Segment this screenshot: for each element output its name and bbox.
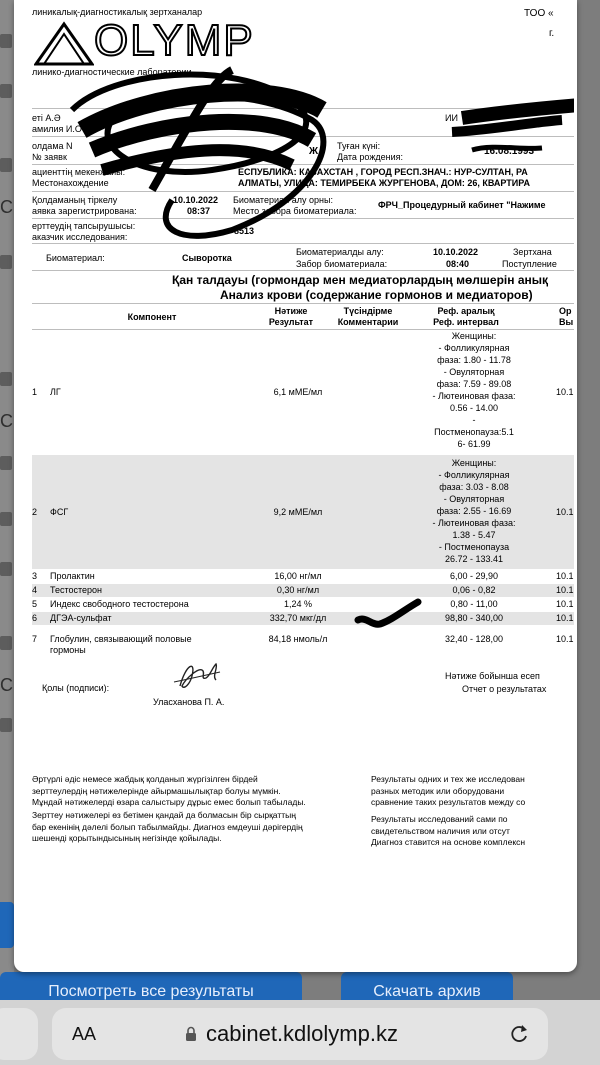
address-line-1: ЕСПУБЛИКА: КАЗАХСТАН , ГОРОД РЕСП.ЗНАЧ.: НУР-СУЛТАН, РА — [238, 167, 528, 177]
row-component: ДГЭА-сульфат — [50, 613, 112, 623]
order-number-label-kz: олдама N — [32, 141, 73, 151]
birth-date-label-ru: Дата рождения: — [337, 152, 403, 162]
section-title-ru: Анализ крови (содержание гормонов и медиаторов) — [220, 288, 533, 302]
col-header-comment-kz: Түсіндірме — [343, 306, 393, 316]
checkmark-scribble — [352, 596, 432, 636]
row-result: 6,1 мМЕ/мл — [273, 387, 323, 397]
col-header-ref-ru: Реф. интервал — [433, 317, 499, 327]
row-result: 0,30 нг/мл — [276, 585, 320, 595]
row-component: Тестостерон — [50, 585, 103, 595]
row-date: 10.1 — [556, 387, 574, 397]
print-icon — [0, 562, 12, 576]
col-header-result-ru: Результат — [268, 317, 314, 327]
row-number: 7 — [32, 634, 38, 644]
row-date: 10.1 — [556, 507, 574, 517]
registration-date: 10.10.2022 — [173, 195, 219, 205]
row-reference-range: 98,80 - 340,00 — [444, 613, 504, 623]
view-all-results-button[interactable]: Посмотреть все результаты — [0, 972, 302, 1006]
address-label-kz: ациенттің мекенжайы: — [32, 167, 126, 177]
row-component-line-2: гормоны — [50, 645, 86, 655]
lab-result-document — [32, 0, 574, 955]
row-number: 6 — [32, 613, 38, 623]
biomaterial-label: Биоматериал: — [46, 253, 105, 263]
address-line-2: АЛМАТЫ, УЛИЦА: ТЕМИРБЕКА ЖУРГЕНОВА, ДОМ: 26, КВАРТИРА — [238, 178, 530, 188]
print-icon — [0, 84, 12, 98]
signature-icon — [172, 656, 224, 694]
disclaimer-kz-2: Зерттеу нәтижелері өз бетімен қандай да болмасын бір сырқаттың бар екенінің дәлелі болып табылмайды. Диагноз емдеуші дәрігердің шешенді қорытындысының негізінде қойылады. — [32, 810, 303, 843]
collection-place-value: ФРЧ_Процедурный кабинет "Нажиме — [378, 200, 546, 210]
collection-time: 08:40 — [446, 259, 470, 269]
redaction-scribble — [32, 0, 574, 260]
row-component: Пролактин — [50, 571, 95, 581]
registration-label-ru: аявка зарегистрирована: — [32, 206, 137, 216]
col-header-extra-ru: Вы — [559, 317, 574, 327]
orderer-label-ru: аказчик исследования: — [32, 232, 128, 242]
row-component: ФСГ — [50, 507, 69, 517]
row-result: 84,18 нмоль/л — [268, 634, 328, 644]
orderer-value: 8513 — [234, 226, 255, 236]
share-icon — [0, 718, 12, 732]
received-label-kz: Зертхана — [513, 247, 552, 257]
birth-date-value: 16.08.1993 — [484, 146, 535, 157]
col-header-component: Компонент — [127, 312, 177, 322]
birth-date-label-kz: Туған күні: — [337, 141, 381, 151]
row-date: 10.1 — [556, 599, 574, 609]
col-header-extra-kz: Ор — [559, 306, 572, 316]
collection-date: 10.10.2022 — [433, 247, 479, 257]
collection-label-ru: Забор биоматериала: — [296, 259, 388, 269]
reload-icon[interactable] — [508, 1023, 530, 1045]
row-date: 10.1 — [556, 613, 574, 623]
row-result: 332,70 мкг/дл — [269, 613, 327, 623]
background-button-edge — [0, 902, 14, 948]
disclaimer-ru-1: Результаты одних и тех же исследован разных методик или оборудовани сравнение таких результатов между со — [371, 774, 526, 807]
text-size-button[interactable]: AA — [72, 1024, 97, 1044]
address-label-ru: Местонахождение — [32, 178, 109, 188]
row-result: 16,00 нг/мл — [274, 571, 322, 581]
signature-label: Қолы (подписи): — [42, 683, 110, 693]
row-reference-range: 0,80 - 11,00 — [450, 599, 498, 609]
received-label-ru: Поступление — [502, 259, 557, 269]
row-reference-range: 6,00 - 29,90 — [449, 571, 499, 581]
row-number: 2 — [32, 507, 38, 517]
background-letter: С — [0, 411, 13, 431]
collection-label-kz: Биоматериалды алу: — [296, 247, 384, 257]
background-letter: С — [0, 197, 13, 217]
address-bar[interactable] — [52, 1008, 548, 1060]
results-issued-ru: Отчет о результатах — [462, 684, 547, 694]
row-component: Индекс свободного тестостерона — [50, 599, 189, 609]
download-archive-button[interactable]: Скачать архив — [341, 972, 513, 1006]
iin-label: ИИ — [445, 113, 458, 123]
divider — [32, 270, 574, 271]
col-header-ref-kz: Реф. аралық — [437, 306, 495, 316]
row-reference-range: Женщины: - Фолликулярная фаза: 1.80 - 11.78 - Овуляторная фаза: 7.59 - 89.08 - Лютеиновая фаза: 0.56 - 14.00 - Постменопауза:5.1 6- 61.99 — [432, 331, 516, 449]
row-date: 10.1 — [556, 585, 574, 595]
row-number: 4 — [32, 585, 38, 595]
tabs-button[interactable] — [0, 1008, 38, 1060]
row-number: 5 — [32, 599, 38, 609]
add-icon — [0, 158, 12, 172]
add-icon — [0, 636, 12, 650]
row-result: 1,24 % — [283, 599, 313, 609]
company-city: г. — [549, 28, 555, 39]
share-icon — [0, 456, 12, 470]
row-number: 3 — [32, 571, 38, 581]
row-reference-range: 32,40 - 128,00 — [444, 634, 504, 644]
row-reference-range: Женщины: - Фолликулярная фаза: 3.03 - 8.08 - Овуляторная фаза: 2.55 - 16.69 - Лютеиновая фаза: 1.38 - 5.47 - Постменопауза 26.72 - 133.41 — [432, 458, 516, 564]
biomaterial-value: Сыворотка — [182, 253, 232, 263]
disclaimer-kz-1: Әртүрлі әдіс немесе жабдық қолданып жүргізілген бірдей зерттеулердің нәтижелерінде айырмашылықтар болуы мүмкін. Мұндай нәтижелерді өзара салыстыру дұрыс емес болып табылады. — [32, 774, 306, 807]
divider — [32, 303, 574, 304]
gender-value: Ж — [309, 146, 319, 157]
copy-icon — [0, 34, 12, 48]
result-modal — [14, 0, 577, 972]
copy-icon — [0, 512, 12, 526]
row-reference-range: 0,06 - 0,82 — [452, 585, 496, 595]
url-text: cabinet.kdlolymp.kz — [206, 1021, 398, 1046]
registration-time: 08:37 — [187, 206, 211, 216]
order-number-label-ru: № заявк — [32, 152, 67, 162]
lock-icon — [185, 1026, 197, 1042]
disclaimer-ru-2: Результаты исследований сами по свидетельством наличия или отсут Диагноз ставится на основе комплексн — [371, 814, 526, 847]
section-title-kz: Қан талдауы (гормондар мен медиаторлардың мөлшерін анық — [172, 273, 549, 287]
row-date: 10.1 — [556, 571, 574, 581]
company-name: ТОО « — [524, 8, 554, 19]
background-letter: С — [0, 675, 13, 695]
share-icon — [0, 255, 12, 269]
background-page — [0, 0, 14, 1000]
add-icon — [0, 372, 12, 386]
patient-name-label-ru: амилия И.О — [32, 124, 82, 134]
lab-header-kz: линикалық-диагностикалық зертханалар — [32, 7, 203, 17]
row-date: 10.1 — [556, 634, 574, 644]
browser-toolbar — [0, 1000, 600, 1065]
collection-place-label-ru: Место забора биоматериала: — [233, 206, 357, 216]
logo-text: OLYMP — [94, 16, 255, 65]
col-header-comment-ru: Комментарии — [337, 317, 399, 327]
registration-label-kz: Қолдаманың тіркелу — [32, 195, 118, 205]
patient-name-label-kz: еті А.Ә — [32, 113, 61, 123]
row-number: 1 — [32, 387, 38, 397]
row-component: Глобулин, связывающий половые — [50, 634, 192, 644]
results-issued-kz: Нәтиже бойынша есеп — [445, 671, 540, 681]
row-component: ЛГ — [50, 387, 61, 397]
lab-header-ru: линико-диагностические лаборатории — [32, 67, 192, 77]
signer-name: Уласханова П. А. — [153, 697, 225, 707]
orderer-label-kz: ерттеудің тапсырушысы: — [32, 221, 136, 231]
collection-place-label-kz: Биоматериал алу орны: — [233, 195, 333, 205]
row-result: 9,2 мМЕ/мл — [273, 507, 323, 517]
col-header-result-kz: Нәтиже — [274, 306, 308, 316]
